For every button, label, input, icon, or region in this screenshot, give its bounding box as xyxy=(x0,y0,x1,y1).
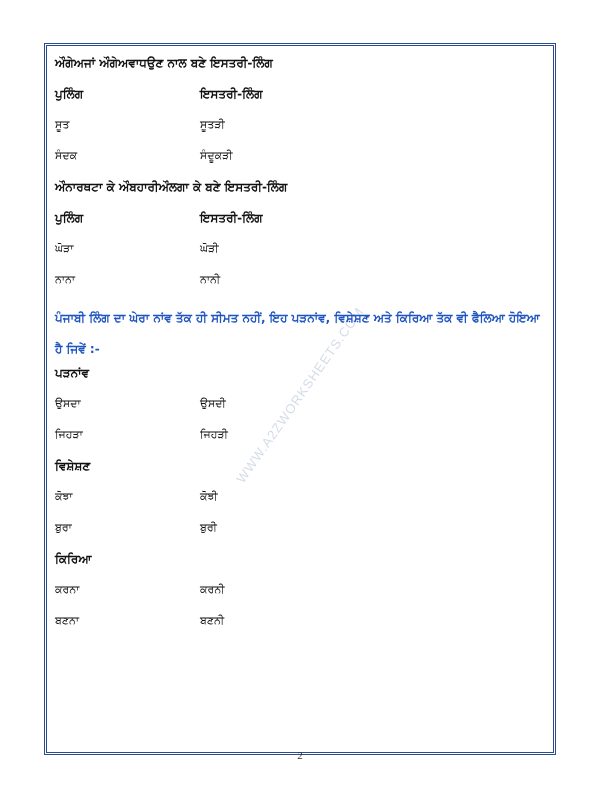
feminine-word: ਘੋੜੀ xyxy=(200,242,219,255)
feminine-word: ਕੋਝੀ xyxy=(200,490,218,503)
watermark: WWW.A2ZWORKSHEETS.COM xyxy=(233,304,367,486)
column-header-feminine: ਇਸਤਰੀ-ਲਿੰਗ xyxy=(200,211,263,225)
gender-scope-note: ਪੰਜਾਬੀ ਲਿੰਗ ਦਾ ਘੇਰਾ ਨਾਂਵ ਤੱਕ ਹੀ ਸੀਮਤ ਨਹੀਂ, ਇਹ ਪੜਨਾਂਵ, ਵਿਸ਼ੇਸ਼ਣ ਅਤੇ ਕਿਰਿਆ ਤੱਕ ਵੀ ਫੈਲਿਆ ਹੋਇਆ ਹੈ ਜਿਵੇਂ :- xyxy=(55,311,540,356)
word-pair-row xyxy=(55,427,550,458)
column-header-feminine: ਇਸਤਰੀ-ਲਿੰਗ xyxy=(200,87,263,101)
masculine-word: ਬੁਰਾ xyxy=(55,521,72,534)
masculine-word: ਨਾਨਾ xyxy=(55,273,76,286)
feminine-word: ਸੂਤੜੀ xyxy=(200,118,225,131)
column-header-masculine: ਪੁਲਿੰਗ xyxy=(55,87,84,101)
column-headers-2 xyxy=(55,210,550,241)
section-heading-1: ਔਗੇਅਜਾਂ ਔਗੇਅਵਾਧਉਣ ਨਾਲ ਬਣੇ ਇਸਤਰੀ-ਲਿੰਗ xyxy=(55,56,273,70)
page-number: 2 xyxy=(297,750,303,762)
word-pair-row xyxy=(55,613,550,644)
masculine-word: ਕੋਝਾ xyxy=(55,490,73,503)
word-pair-row xyxy=(55,489,550,520)
word-pair-row xyxy=(55,272,550,303)
word-pair-row xyxy=(55,117,550,148)
masculine-word: ਸੂਤ xyxy=(55,118,70,131)
feminine-word: ਜਿਹੜੀ xyxy=(200,428,228,441)
column-headers-1 xyxy=(55,86,550,117)
feminine-word: ਉਸਦੀ xyxy=(200,397,226,410)
masculine-word: ਉਸਦਾ xyxy=(55,397,81,410)
masculine-word: ਸੰਦਕ xyxy=(55,149,78,162)
verb-heading: ਕਿਰਿਆ xyxy=(55,552,92,566)
masculine-word: ਜਿਹੜਾ xyxy=(55,428,83,441)
word-pair-row xyxy=(55,396,550,427)
word-pair-row xyxy=(55,148,550,179)
adjective-heading: ਵਿਸ਼ੇਸ਼ਣ xyxy=(55,459,91,473)
feminine-word: ਬਣਨੀ xyxy=(200,614,225,627)
feminine-word: ਕਰਨੀ xyxy=(200,583,225,596)
masculine-word: ਕਰਨਾ xyxy=(55,583,80,596)
feminine-word: ਬੁਰੀ xyxy=(200,521,217,534)
pronoun-heading: ਪੜਨਾਂਵ xyxy=(55,366,89,380)
section-heading-2: ਔਨਾਰਥਟਾ ਕੇ ਔਬਹਾਰੀਔਲਗਾ ਕੇ ਬਣੇ ਇਸਤਰੀ-ਲਿੰਗ xyxy=(55,180,288,194)
worksheet-content xyxy=(55,55,550,644)
feminine-word: ਸੰਦੂਕੜੀ xyxy=(200,149,233,162)
word-pair-row xyxy=(55,582,550,613)
word-pair-row xyxy=(55,241,550,272)
column-header-masculine: ਪੁਲਿੰਗ xyxy=(55,211,84,225)
masculine-word: ਬਣਨਾ xyxy=(55,614,80,627)
feminine-word: ਨਾਨੀ xyxy=(200,273,221,286)
masculine-word: ਘੋੜਾ xyxy=(55,242,74,255)
word-pair-row xyxy=(55,520,550,551)
